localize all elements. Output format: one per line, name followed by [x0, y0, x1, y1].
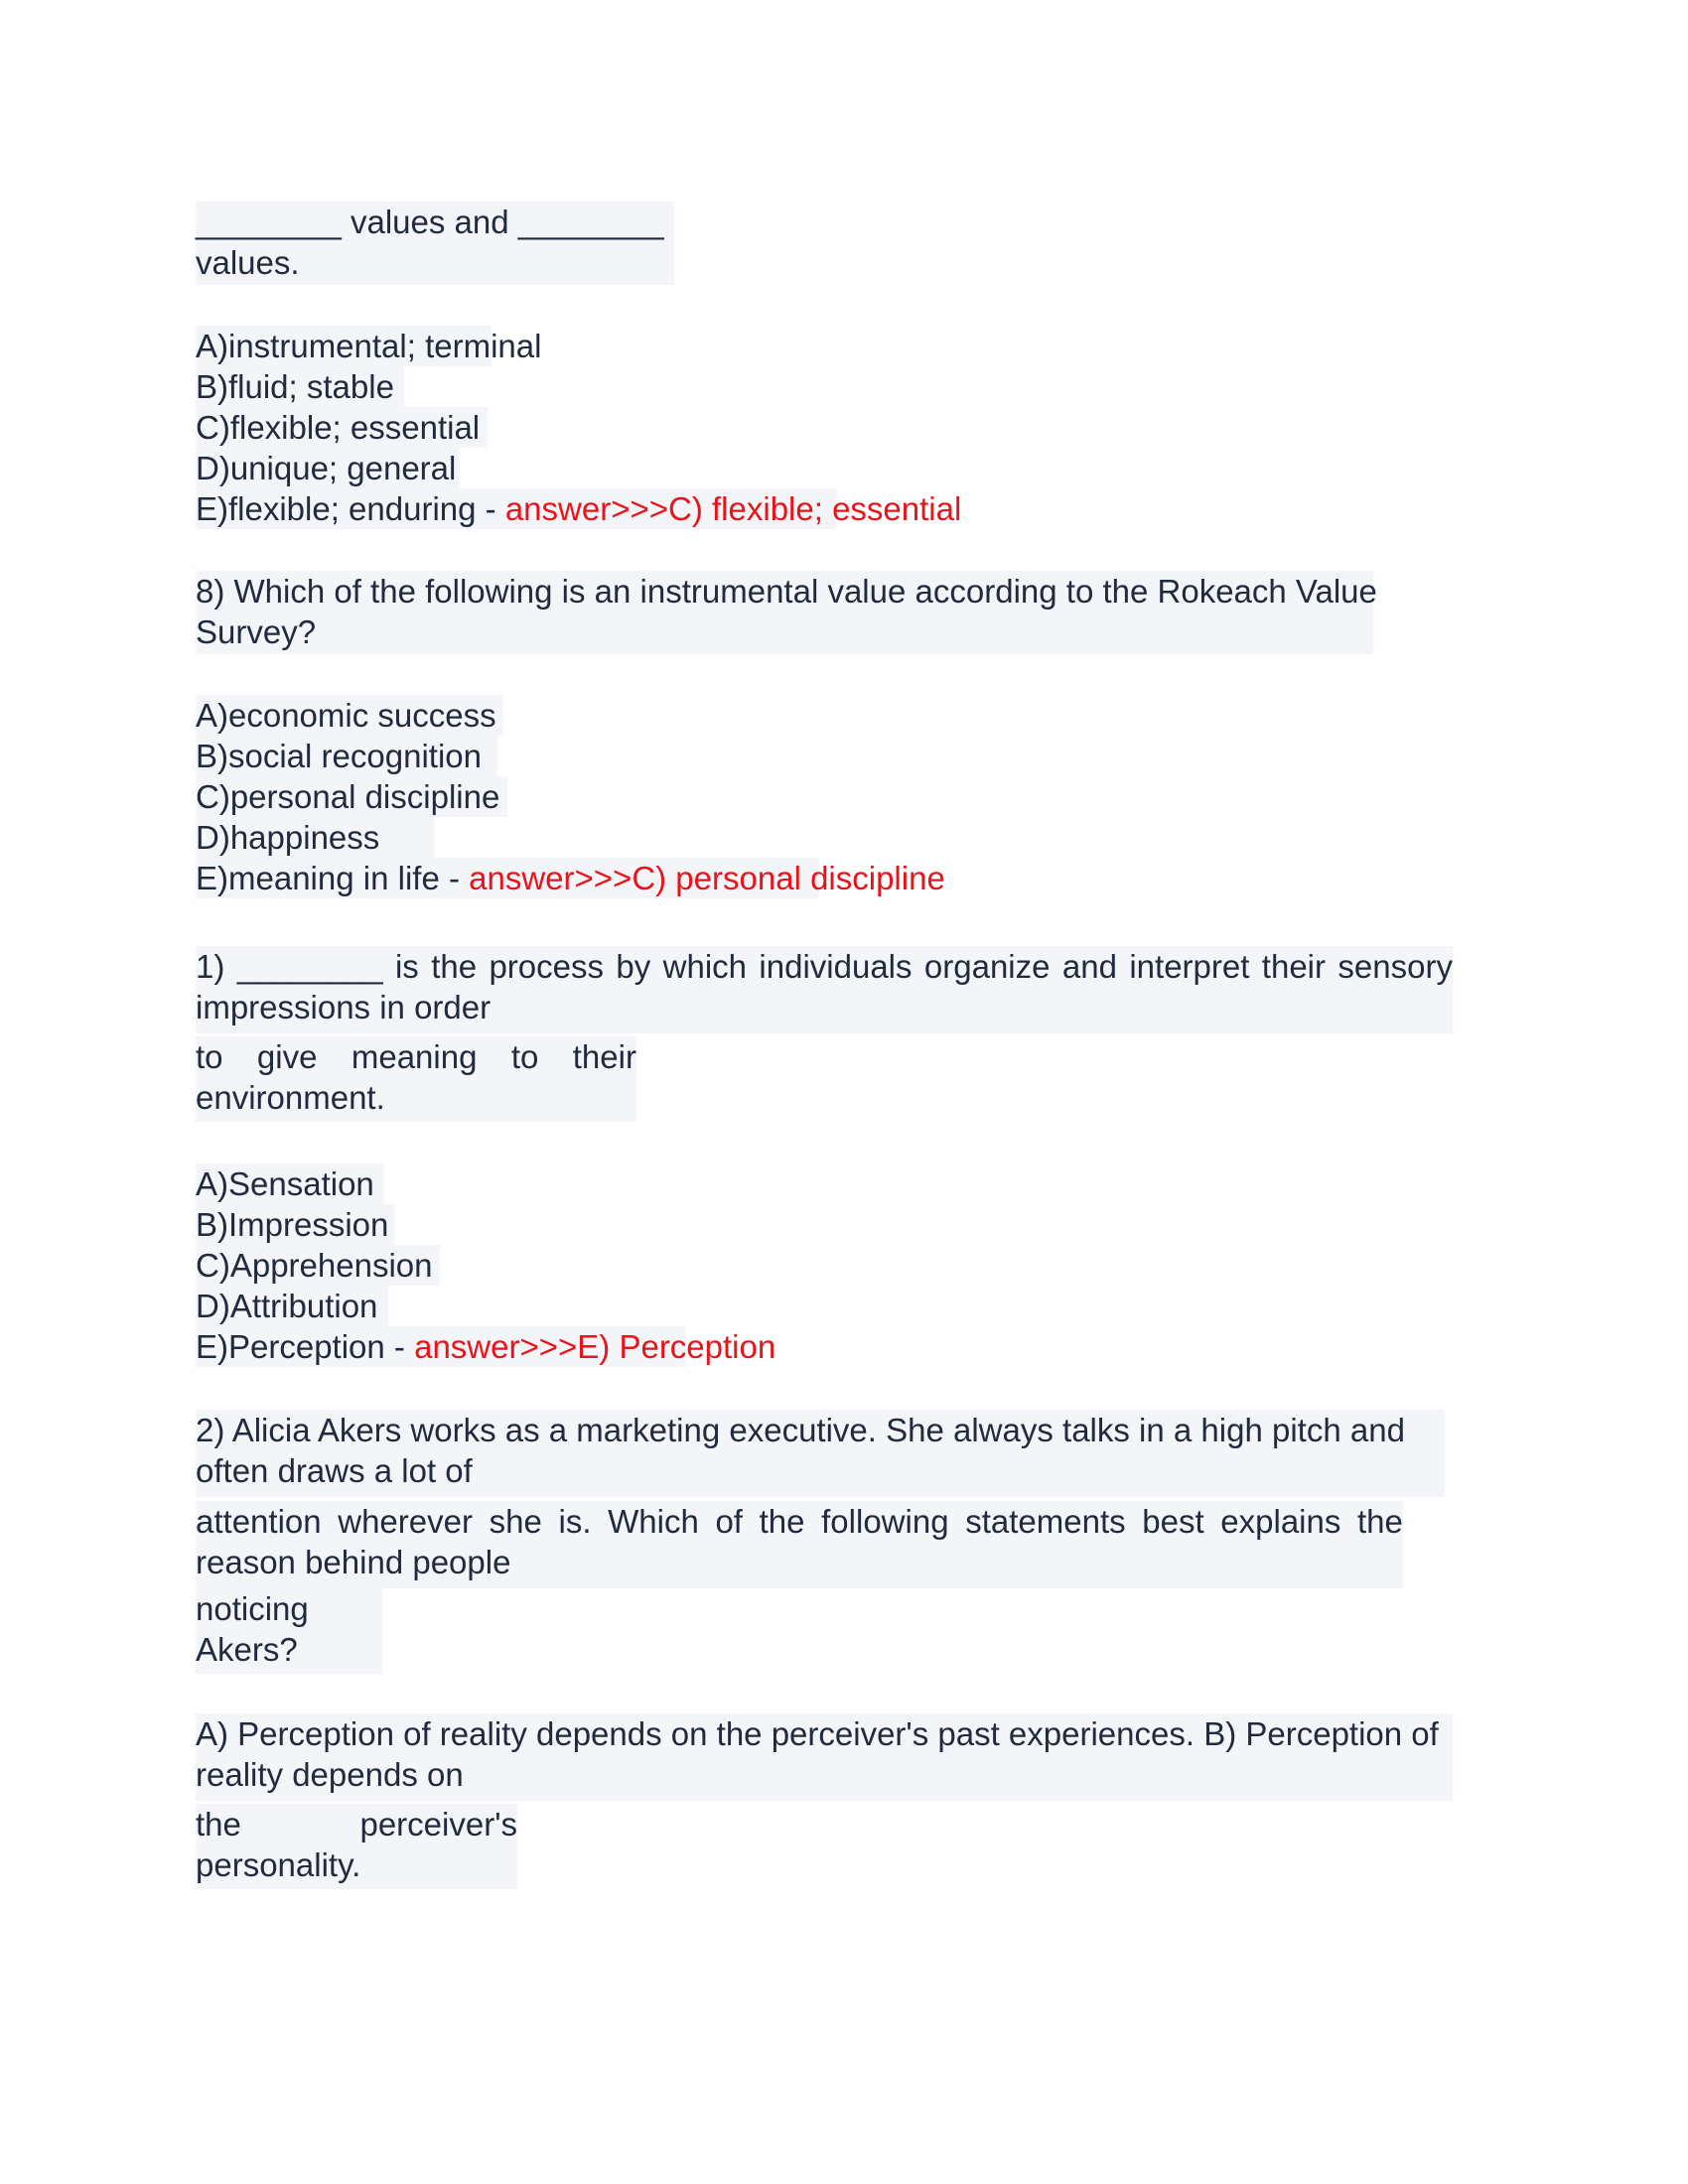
q2-word: the: [196, 1806, 241, 1843]
q1-word: the: [431, 948, 478, 985]
q2-options-line-1: A) Perception of reality depends on the perceiver's past experiences. B) Perception of: [196, 1715, 1439, 1752]
q8-option-c: [196, 776, 507, 817]
q2-word: of: [715, 1503, 743, 1540]
q2-stem-line-1: 2) Alicia Akers works as a marketing executive. She always talks in a high pitch and: [196, 1412, 1405, 1448]
q1-word: by: [616, 948, 651, 985]
q2-options-line-2: reality depends on: [196, 1756, 464, 1793]
q8-option-b-text: social recognition: [228, 738, 482, 774]
q1-word: give: [256, 1038, 318, 1075]
q7-option-c-letter: C): [196, 409, 230, 446]
q2-word: Which: [608, 1503, 699, 1540]
q8-stem-line-1: 8) Which of the following is an instrumental value according to the Rokeach Value: [196, 573, 1377, 610]
q2-options-line-4: personality.: [196, 1846, 361, 1883]
q8-option-c-letter: C): [196, 778, 230, 815]
q1-stem-line-1: [196, 946, 1453, 987]
q7-option-b-letter: B): [196, 368, 228, 405]
q2-options-a: [196, 1713, 1453, 1801]
q1-option-e: [196, 1326, 776, 1367]
q7-option-d: [196, 448, 460, 488]
q1-option-c-text: Apprehension: [229, 1247, 433, 1284]
q7-option-e-text: flexible; enduring -: [228, 490, 505, 527]
q7-option-d-letter: D): [196, 450, 230, 486]
q2-stem-line-5: noticing: [196, 1590, 309, 1627]
q1-word: meaning: [351, 1038, 478, 1075]
q2-options-line-3: [196, 1804, 517, 1844]
q1-word: is: [394, 948, 419, 985]
q2-word: following: [821, 1503, 949, 1540]
q1-stem-line-4: environment.: [196, 1079, 385, 1116]
q8-option-e: [196, 858, 945, 898]
q2-stem-a: [196, 1410, 1445, 1497]
q2-word: best: [1142, 1503, 1204, 1540]
q2-word: she: [489, 1503, 542, 1540]
q2-word: is.: [558, 1503, 592, 1540]
q8-option-d: [196, 817, 434, 858]
q7-option-b: [196, 366, 404, 407]
q1-option-c: [196, 1245, 440, 1286]
q1-option-b: [196, 1204, 394, 1245]
q1-option-d-letter: D): [196, 1288, 230, 1324]
q8-option-e-letter: E): [196, 860, 228, 896]
q7-option-e: [196, 488, 962, 529]
q1-option-d-text: Attribution: [229, 1288, 378, 1324]
q1-answer: answer>>>E) Perception: [414, 1328, 776, 1365]
q7-stem-line-1: ________ values and ________: [196, 204, 664, 240]
q1-word: and: [1061, 948, 1117, 985]
q2-word: perceiver's: [359, 1806, 517, 1843]
q2-word: the: [759, 1503, 805, 1540]
q2-word: wherever: [338, 1503, 473, 1540]
q1-word: 1): [196, 948, 225, 985]
q2-stem-line-6: Akers?: [196, 1631, 298, 1668]
q1-option-b-text: Impression: [228, 1206, 389, 1243]
q8-option-e-text: meaning in life -: [228, 860, 470, 896]
q7-option-e-letter: E): [196, 490, 228, 527]
q2-stem-c: [196, 1588, 382, 1674]
q1-word: their: [572, 1038, 636, 1075]
q7-option-c: [196, 407, 488, 448]
q7-option-c-text: flexible; essential: [229, 409, 481, 446]
q1-word: individuals: [759, 948, 913, 985]
q8-option-b-letter: B): [196, 738, 228, 774]
q2-stem-line-4: reason behind people: [196, 1544, 511, 1580]
q1-word: interpret: [1129, 948, 1250, 985]
q8-option-c-text: personal discipline: [229, 778, 500, 815]
q1-stem-line-3: [196, 1036, 636, 1077]
q8-option-a-letter: A): [196, 697, 228, 734]
q1-option-a: [196, 1163, 384, 1204]
q8-stem-line-2: Survey?: [196, 614, 317, 650]
q1-option-d: [196, 1286, 388, 1326]
q1-word: which: [662, 948, 748, 985]
q8-stem: [196, 571, 1377, 654]
q1-stem-a: [196, 946, 1453, 1033]
q2-stem-b: [196, 1501, 1403, 1588]
q1-word: their: [1261, 948, 1326, 985]
q8-option-d-text: happiness: [229, 819, 380, 856]
q1-option-e-letter: E): [196, 1328, 228, 1365]
q2-options-b: [196, 1804, 517, 1889]
q1-word: sensory: [1337, 948, 1453, 985]
q1-word: process: [489, 948, 605, 985]
q8-option-a-text: economic success: [228, 697, 496, 734]
q8-option-a: [196, 695, 503, 736]
q7-option-d-text: unique; general: [229, 450, 457, 486]
q7-stem-line-2: values.: [196, 244, 300, 281]
q7-answer: answer>>>C) flexible; essential: [504, 490, 962, 527]
q8-answer: answer>>>C) personal discipline: [469, 860, 945, 896]
q2-stem-line-2: often draws a lot of: [196, 1452, 473, 1489]
q1-option-e-text: Perception -: [228, 1328, 415, 1365]
q1-option-c-letter: C): [196, 1247, 230, 1284]
q2-word: explains: [1220, 1503, 1341, 1540]
q1-stem-b: [196, 1036, 636, 1122]
q7-option-a-letter: A): [196, 328, 228, 364]
q7-option-a: [196, 326, 542, 366]
q1-option-a-letter: A): [196, 1165, 228, 1202]
q7-option-a-text: instrumental; terminal: [228, 328, 542, 364]
q7-stem: [196, 202, 674, 285]
q8-option-d-letter: D): [196, 819, 230, 856]
q2-word: statements: [965, 1503, 1126, 1540]
q1-word: organize: [923, 948, 1051, 985]
q7-option-b-text: fluid; stable: [228, 368, 394, 405]
q1-option-b-letter: B): [196, 1206, 228, 1243]
q1-word: to: [510, 1038, 539, 1075]
q1-word: to: [196, 1038, 223, 1075]
q8-option-b: [196, 736, 497, 776]
q1-stem-line-2: impressions in order: [196, 989, 492, 1025]
q2-stem-line-3: [196, 1501, 1403, 1542]
q2-word: attention: [196, 1503, 322, 1540]
q1-word: ________: [236, 948, 383, 985]
q2-word: the: [1357, 1503, 1403, 1540]
q1-option-a-text: Sensation: [228, 1165, 374, 1202]
